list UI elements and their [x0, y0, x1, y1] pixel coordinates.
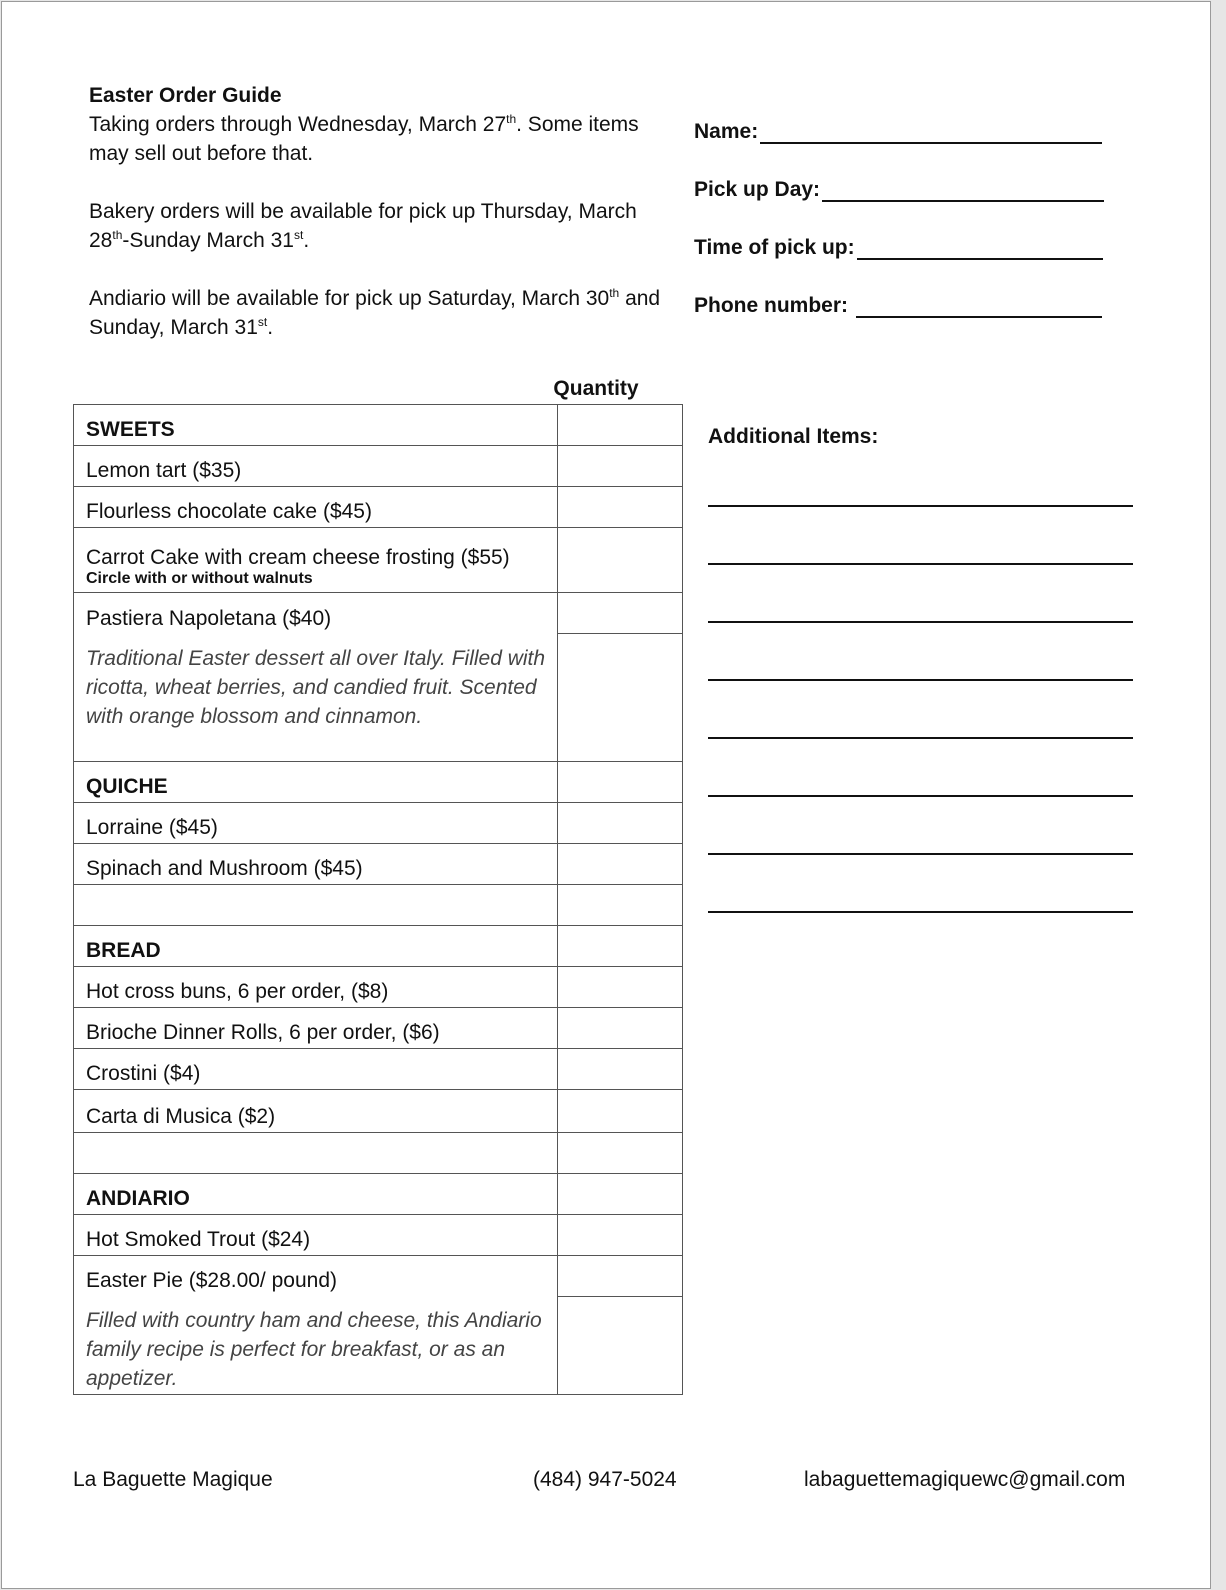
pickup-time-line[interactable] [857, 236, 1103, 260]
additional-item-line[interactable] [708, 853, 1133, 855]
table-row [74, 802, 683, 843]
quantity-cell[interactable] [558, 966, 683, 1007]
table-row [74, 1089, 683, 1132]
pickup-day-line[interactable] [822, 178, 1104, 202]
pickup-time-label: Time of pick up: [694, 236, 855, 259]
quantity-cell[interactable] [558, 405, 683, 446]
table-row [74, 446, 683, 487]
deadline-text-b: . Some items may sell out before that. [89, 113, 639, 165]
andiario-ordinal-1: th [609, 286, 620, 300]
phone-field[interactable] [694, 288, 1102, 318]
additional-item-line[interactable] [708, 911, 1133, 913]
additional-items-title: Additional Items: [708, 425, 879, 448]
page-title: Easter Order Guide [89, 84, 282, 107]
table-row [74, 884, 683, 925]
table-row [74, 966, 683, 1007]
table-row [74, 1173, 683, 1214]
table-row [74, 1048, 683, 1089]
table-row [74, 487, 683, 528]
item-lorraine: Lorraine ($45) [74, 802, 558, 843]
order-form-page [1, 1, 1211, 1589]
table-row [74, 925, 683, 966]
bakery-text-a: Bakery orders will be available for pick up Thursday, March 28 [89, 200, 637, 252]
additional-item-line[interactable] [708, 563, 1133, 565]
quantity-cell[interactable] [558, 593, 683, 634]
item-pastiera: Pastiera Napoletana ($40) [74, 593, 558, 634]
quiche-heading: QUICHE [74, 761, 558, 802]
empty-row [74, 1132, 558, 1173]
bakery-text-b: -Sunday March 31 [122, 229, 294, 252]
item-smoked-trout: Hot Smoked Trout ($24) [74, 1214, 558, 1255]
quantity-cell[interactable] [558, 528, 683, 593]
quantity-cell[interactable] [558, 925, 683, 966]
pickup-time-field[interactable] [694, 230, 1103, 260]
andiario-text-b: and Sunday, March 31 [89, 287, 661, 339]
name-line[interactable] [760, 120, 1102, 144]
item-spinach-mushroom: Spinach and Mushroom ($45) [74, 843, 558, 884]
andiario-pickup-text [89, 284, 679, 342]
quantity-header: Quantity [553, 377, 639, 400]
quantity-cell[interactable] [558, 884, 683, 925]
quantity-cell[interactable] [558, 843, 683, 884]
table-row [74, 1007, 683, 1048]
quantity-cell[interactable] [558, 761, 683, 802]
item-crostini: Crostini ($4) [74, 1048, 558, 1089]
bakery-ordinal-2: st [293, 228, 304, 242]
table-row [74, 1296, 683, 1395]
andiario-text-c: . [267, 316, 274, 339]
quantity-cell[interactable] [558, 1089, 683, 1132]
name-label: Name: [694, 120, 759, 143]
table-row [74, 405, 683, 446]
additional-item-line[interactable] [708, 621, 1133, 623]
footer-phone: (484) 947-5024 [533, 1468, 677, 1491]
table-row [74, 1214, 683, 1255]
item-easter-pie: Easter Pie ($28.00/ pound) [74, 1255, 558, 1296]
quantity-cell[interactable] [558, 1296, 683, 1395]
pickup-day-field[interactable] [694, 172, 1104, 202]
andiario-heading: ANDIARIO [74, 1173, 558, 1214]
item-flourless-cake: Flourless chocolate cake ($45) [74, 487, 558, 528]
quantity-cell[interactable] [558, 1007, 683, 1048]
deadline-ordinal: th [506, 112, 517, 126]
additional-item-line[interactable] [708, 505, 1133, 507]
intro-block [89, 81, 679, 342]
quantity-cell[interactable] [558, 1132, 683, 1173]
table-row [74, 593, 683, 634]
pastiera-description: Traditional Easter dessert all over Italy. Filled with ricotta, wheat berries, and candied fruit. Scented with orange blossom and cinnamon. [74, 634, 558, 762]
table-row [74, 761, 683, 802]
table-row [74, 843, 683, 884]
footer-business-name: La Baguette Magique [73, 1468, 273, 1491]
additional-item-line[interactable] [708, 795, 1133, 797]
phone-line[interactable] [856, 294, 1102, 318]
quantity-cell[interactable] [558, 1173, 683, 1214]
order-deadline-text [89, 110, 679, 168]
bakery-ordinal-1: th [112, 228, 123, 242]
quantity-cell[interactable] [558, 1255, 683, 1296]
additional-item-line[interactable] [708, 737, 1133, 739]
bread-heading: BREAD [74, 925, 558, 966]
item-lemon-tart: Lemon tart ($35) [74, 446, 558, 487]
deadline-text-a: Taking orders through Wednesday, March 27 [89, 113, 507, 136]
quantity-cell[interactable] [558, 446, 683, 487]
quantity-cell[interactable] [558, 1048, 683, 1089]
sweets-heading: SWEETS [74, 405, 558, 446]
quantity-cell[interactable] [558, 1214, 683, 1255]
additional-item-line[interactable] [708, 679, 1133, 681]
table-row [74, 634, 683, 762]
walnut-note: Circle with or without walnuts [86, 570, 313, 587]
item-hot-cross-buns: Hot cross buns, 6 per order, ($8) [74, 966, 558, 1007]
bakery-pickup-text [89, 197, 679, 255]
item-carta-di-musica: Carta di Musica ($2) [74, 1089, 558, 1132]
pickup-day-label: Pick up Day: [694, 178, 821, 201]
footer-email: labaguettemagiquewc@gmail.com [804, 1468, 1126, 1491]
quantity-cell[interactable] [558, 487, 683, 528]
name-field[interactable] [694, 114, 1102, 144]
item-carrot-cake: Carrot Cake with cream cheese frosting ($55) Circle with or without walnuts [74, 528, 558, 593]
quantity-cell[interactable] [558, 634, 683, 762]
quantity-cell[interactable] [558, 802, 683, 843]
table-row [74, 1132, 683, 1173]
order-table [73, 404, 683, 1395]
easter-pie-description: Filled with country ham and cheese, this Andiario family recipe is perfect for breakfast, or as an appetizer. [74, 1296, 558, 1395]
empty-row [74, 884, 558, 925]
andiario-text-a: Andiario will be available for pick up Saturday, March 30 [89, 287, 610, 310]
table-row [74, 528, 683, 593]
item-brioche-rolls: Brioche Dinner Rolls, 6 per order, ($6) [74, 1007, 558, 1048]
bakery-text-c: . [303, 229, 310, 252]
phone-label: Phone number: [694, 294, 854, 317]
andiario-ordinal-2: st [257, 315, 268, 329]
table-row [74, 1255, 683, 1296]
